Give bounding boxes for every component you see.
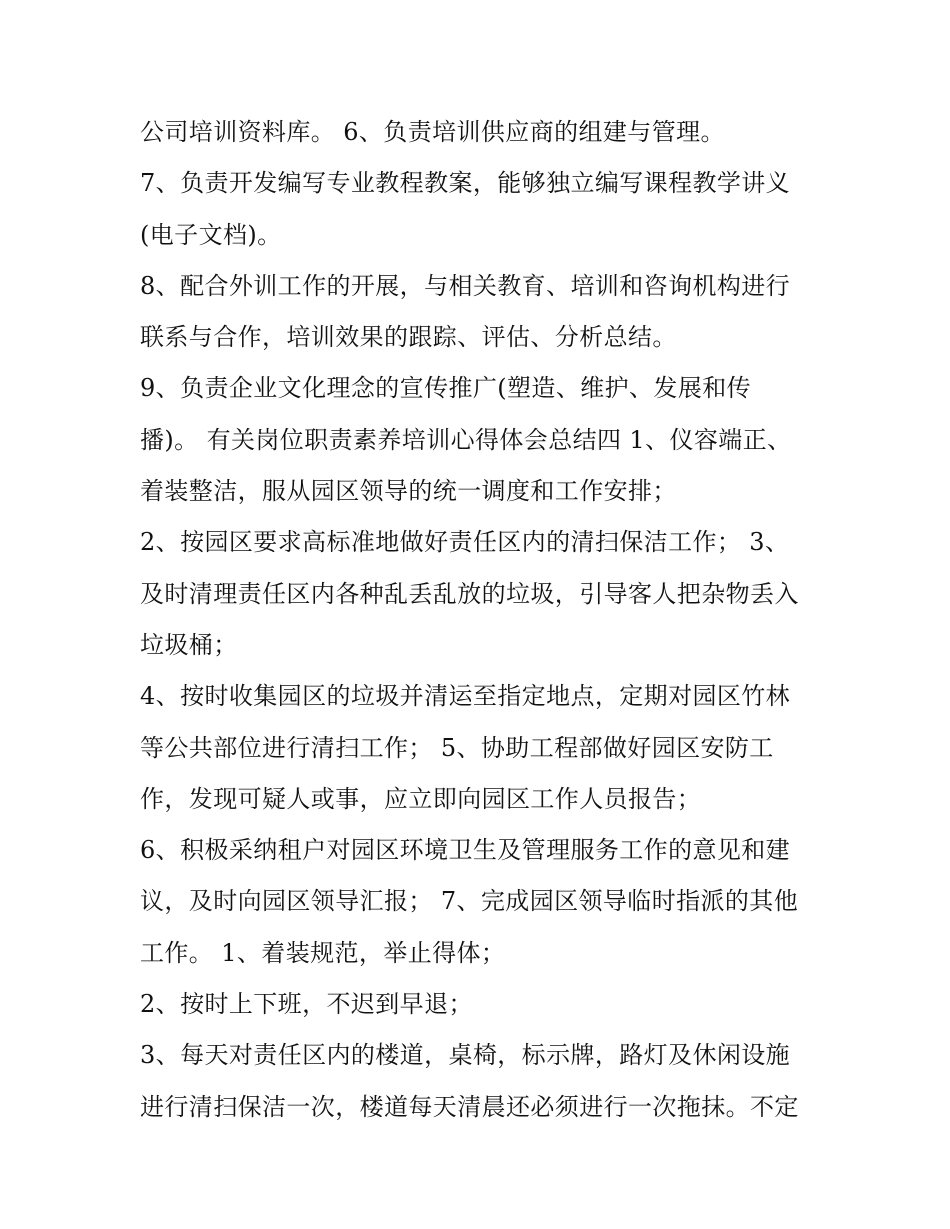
- text-line: 进行清扫保洁一次，楼道每天清晨还必须进行一次拖抹。不定: [140, 1092, 799, 1121]
- text-line: 等公共部位进行清扫工作； 5、协助工程部做好园区安防工: [140, 733, 774, 762]
- text-line: 作，发现可疑人或事，应立即向园区工作人员报告；: [140, 784, 702, 813]
- text-line: 8、配合外训工作的开展，与相关教育、培训和咨询机构进行: [140, 271, 791, 300]
- text-line: 着装整洁，服从园区领导的统一调度和工作安排；: [140, 477, 677, 506]
- text-line: 工作。 1、着装规范，举止得体；: [140, 938, 506, 967]
- text-line: 2、按园区要求高标准地做好责任区内的清扫保洁工作； 3、: [140, 528, 790, 557]
- text-line: 播)。 有关岗位职责素养培训心得体会总结四 1、仪容端正、: [140, 425, 792, 454]
- text-line: 垃圾桶；: [140, 630, 238, 659]
- document-body: [140, 107, 830, 1133]
- text-line: 7、负责开发编写专业教程教案，能够独立编写课程教学讲义: [140, 169, 791, 198]
- text-line: 联系与合作，培训效果的跟踪、评估、分析总结。: [140, 323, 677, 352]
- text-line: 公司培训资料库。 6、负责培训供应商的组建与管理。: [140, 118, 725, 146]
- text-line: 2、按时上下班，不迟到早退；: [140, 990, 473, 1019]
- text-line: 4、按时收集园区的垃圾并清运至指定地点，定期对园区竹林: [140, 682, 791, 711]
- text-line: 及时清理责任区内各种乱丢乱放的垃圾，引导客人把杂物丢入: [140, 579, 799, 608]
- text-line: 3、每天对责任区内的楼道，桌椅，标示牌，路灯及休闲设施: [140, 1041, 791, 1070]
- text-line: 议，及时向园区领导汇报； 7、完成园区领导临时指派的其他: [140, 887, 799, 916]
- text-line: 9、负责企业文化理念的宣传推广(塑造、维护、发展和传: [140, 374, 752, 403]
- text-line: 6、积极采纳租户对园区环境卫生及管理服务工作的意见和建: [140, 836, 791, 865]
- text-line: (电子文档)。: [140, 220, 282, 249]
